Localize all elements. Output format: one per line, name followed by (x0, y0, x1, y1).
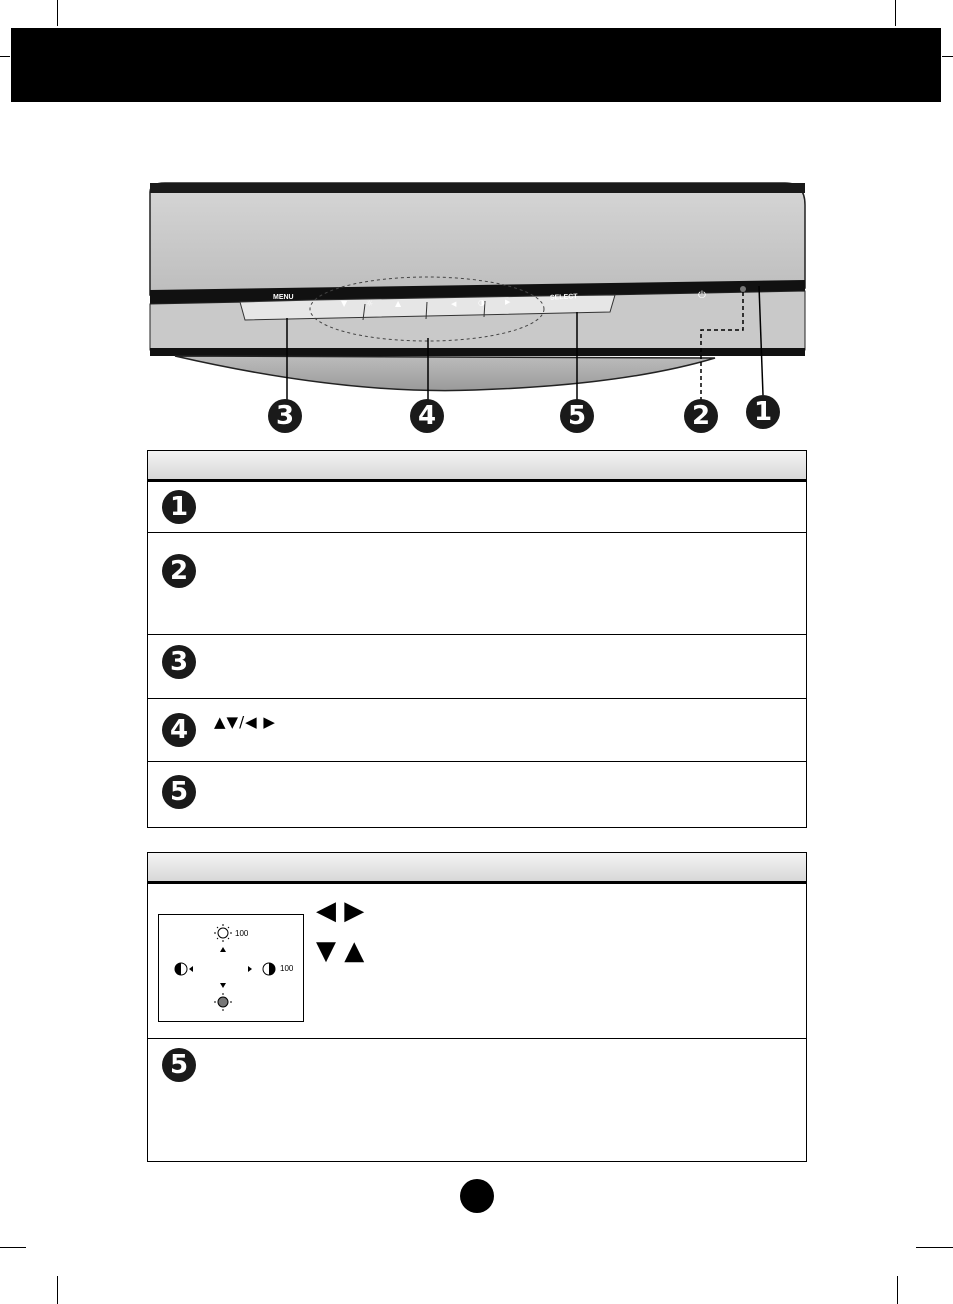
down-up-arrow-icons: ▼ ▲ (316, 936, 365, 966)
table-row (148, 699, 806, 762)
monitor-front-illustration (145, 180, 815, 440)
row-badge: 2 (162, 554, 196, 588)
svg-text:▶: ▶ (505, 298, 511, 306)
table-row (148, 884, 806, 1039)
page-number-marker (460, 1179, 494, 1213)
crop-mark (916, 1247, 953, 1248)
callout-1: 1 (746, 395, 780, 429)
crop-mark (942, 56, 953, 57)
crop-mark (897, 1276, 898, 1304)
svg-text:▲: ▲ (395, 299, 402, 308)
brightness-value: 100 (235, 929, 249, 938)
power-icon: ⏻ (698, 290, 706, 301)
callout-3: 3 (268, 399, 302, 433)
crop-mark (57, 0, 58, 26)
power-led (740, 286, 746, 292)
row-badge: 1 (162, 490, 196, 524)
contrast-value: 100 (280, 964, 294, 973)
osd-adjust-diagram (158, 914, 304, 1022)
table-row (148, 533, 806, 635)
table-row (148, 482, 806, 533)
row-badge: 5 (162, 775, 196, 809)
table-row (148, 1039, 806, 1159)
crop-mark (0, 56, 10, 57)
row-badge: 3 (162, 645, 196, 679)
svg-text:◑: ◑ (478, 298, 485, 307)
table-row (148, 762, 806, 828)
callout-2: 2 (684, 399, 718, 433)
svg-text:◀: ◀ (451, 300, 457, 308)
menu-button-label[interactable]: MENU (273, 294, 294, 301)
crop-mark (57, 1276, 58, 1304)
left-right-arrow-icons: ◀ ▶ (316, 896, 365, 926)
table-row (148, 635, 806, 699)
crop-mark (895, 0, 896, 26)
callout-4: 4 (410, 399, 444, 433)
osd-shortcut-table (147, 852, 807, 1162)
controls-table-header (148, 451, 806, 482)
svg-text:☼: ☼ (366, 299, 374, 308)
row-badge: 4 (162, 713, 196, 747)
select-button-label[interactable]: SELECT (549, 293, 578, 302)
arrow-icons: ▲▼/◀ ▶ (214, 713, 276, 731)
controls-table (147, 450, 807, 828)
crop-mark (0, 1247, 26, 1248)
header-bar (11, 28, 941, 102)
svg-text:▼: ▼ (341, 299, 348, 308)
row-badge: 5 (162, 1048, 196, 1082)
callout-5: 5 (560, 399, 594, 433)
osd-table-header (148, 853, 806, 884)
